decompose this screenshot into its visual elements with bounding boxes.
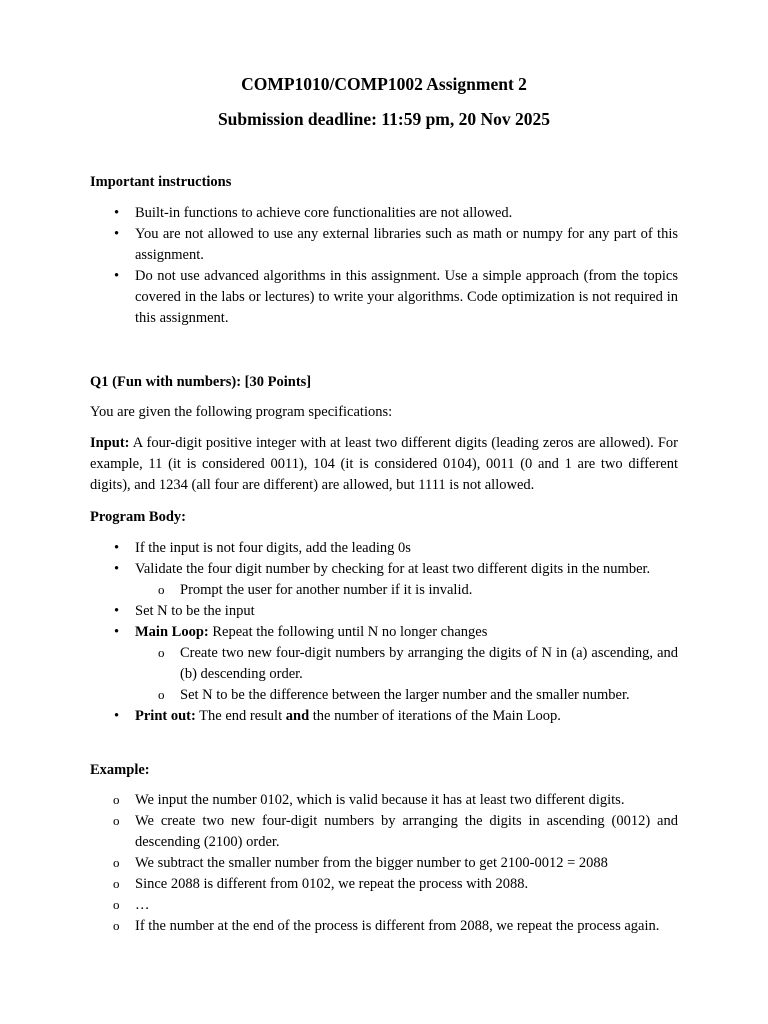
- example-item: o We input the number 0102, which is valid because it has at least two different digits.: [90, 790, 678, 811]
- input-description: A four-digit positive integer with at least two different digits (leading zeros are allowed). For example, 11 (it is considered 0011), 104 (it is considered 0104), 0011 (0 and 1 are two different digits), and 1234 (all four are different) are allowed, but 1111 is not allowed.: [90, 435, 678, 493]
- instructions-heading: Important instructions: [90, 174, 232, 190]
- program-body-sublist: [135, 643, 678, 706]
- example-heading: Example:: [90, 762, 150, 778]
- program-body-heading: Program Body:: [90, 509, 186, 525]
- program-body-subitem: o Create two new four-digit numbers by arranging the digits of N in (a) ascending, and (b) descending order.: [90, 643, 678, 685]
- example-item: o …: [90, 895, 678, 916]
- example-item: o Since 2088 is different from 0102, we repeat the process with 2088.: [90, 874, 678, 895]
- print-out-text: The end result: [195, 708, 286, 724]
- program-body-item: [90, 706, 678, 727]
- program-body-sublist: [135, 580, 678, 601]
- print-out-and: and: [285, 708, 310, 724]
- program-body-subitem: o Prompt the user for another number if it is invalid.: [90, 580, 678, 601]
- instructions-list: [90, 203, 678, 329]
- program-body-item: • Set N to be the input: [90, 601, 678, 622]
- print-out-label: Print out:: [135, 708, 196, 724]
- print-out-text: the number of iterations of the Main Loop.: [309, 708, 561, 724]
- program-body-item: • If the input is not four digits, add the leading 0s: [90, 538, 678, 559]
- program-body-item: [90, 622, 678, 706]
- program-body-list: [90, 538, 678, 727]
- program-body-subitem: o Set N to be the difference between the larger number and the smaller number.: [90, 685, 678, 706]
- program-body-item: [90, 559, 678, 601]
- program-body-text: Validate the four digit number by checking for at least two different digits in the number.: [135, 561, 651, 577]
- example-item: o We subtract the smaller number from the bigger number to get 2100-0012 = 2088: [90, 853, 678, 874]
- instruction-item: • Built-in functions to achieve core functionalities are not allowed.: [90, 203, 678, 224]
- instruction-item: • Do not use advanced algorithms in this assignment. Use a simple approach (from the topics covered in the labs or lectures) to write your algorithms. Code optimization is not required in this assignment.: [90, 266, 678, 329]
- main-loop-label: Main Loop:: [135, 624, 209, 640]
- q1-input-paragraph: [90, 433, 678, 496]
- submission-deadline: Submission deadline: 11:59 pm, 20 Nov 2025: [217, 109, 551, 129]
- example-list: [90, 790, 678, 937]
- main-loop-text: Repeat the following until N no longer changes: [208, 624, 488, 640]
- example-item: o If the number at the end of the process is different from 2088, we repeat the process again.: [90, 916, 678, 937]
- q1-intro: You are given the following program specifications:: [90, 404, 393, 420]
- q1-heading: Q1 (Fun with numbers): [30 Points]: [90, 374, 312, 390]
- instruction-item: • You are not allowed to use any external libraries such as math or numpy for any part of this assignment.: [90, 224, 678, 266]
- input-label: Input:: [90, 435, 130, 451]
- example-item: o We create two new four-digit numbers by arranging the digits in ascending (0012) and descending (2100) order.: [90, 811, 678, 853]
- document-title: COMP1010/COMP1002 Assignment 2: [241, 74, 527, 94]
